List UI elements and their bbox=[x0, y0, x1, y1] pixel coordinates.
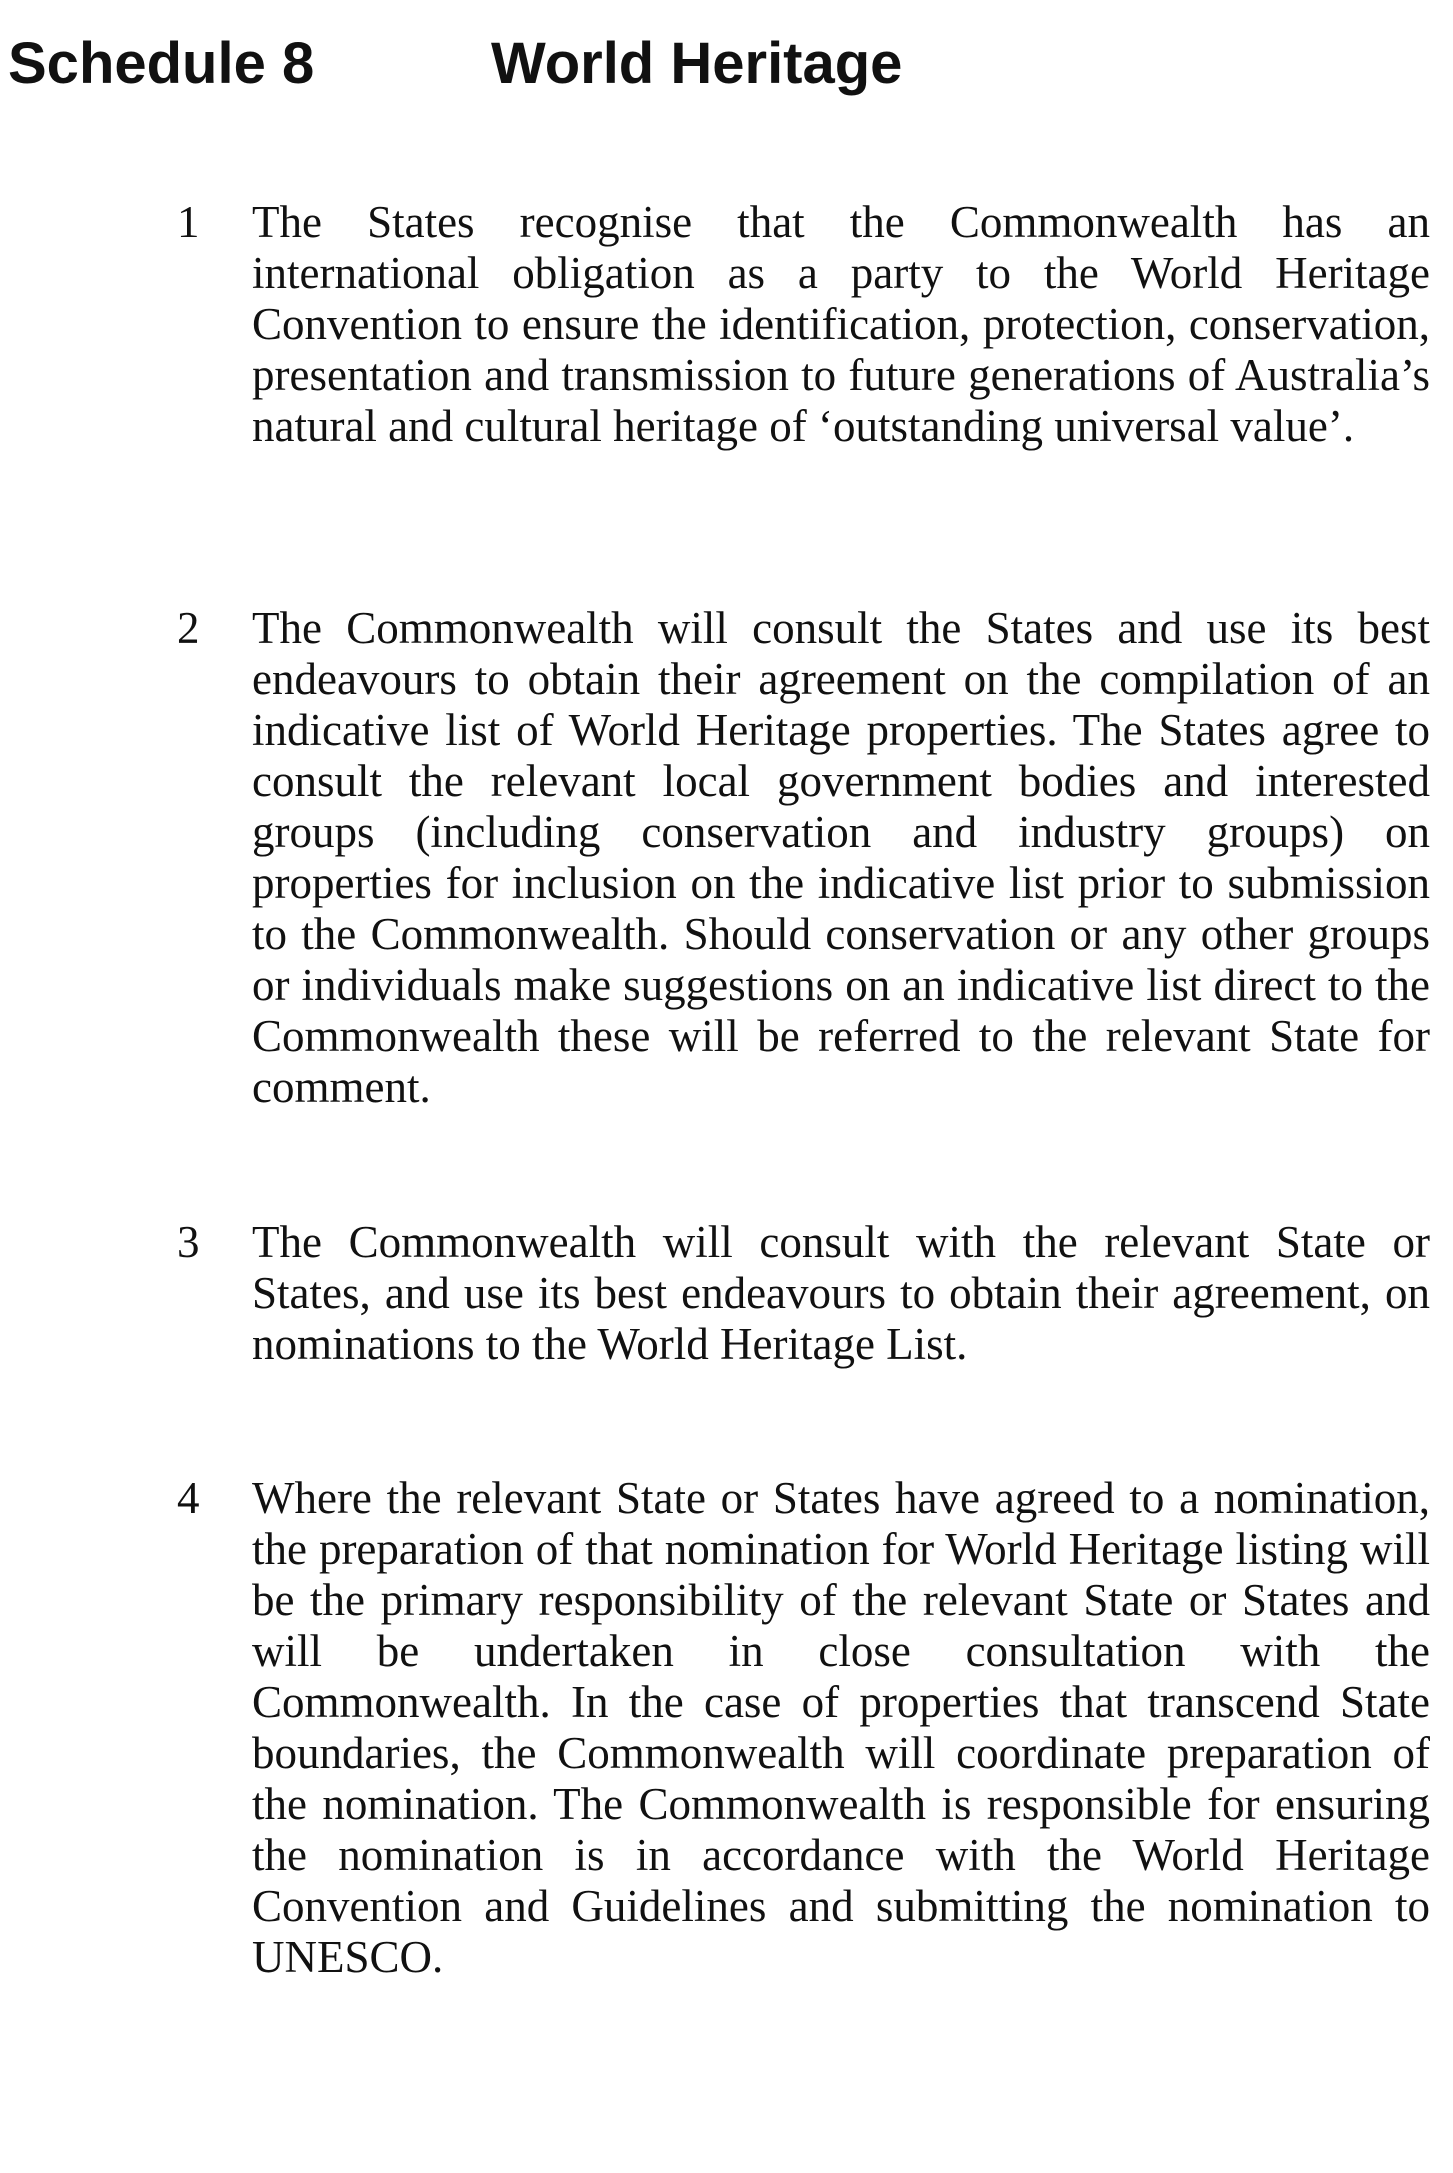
clause-text: The States recognise that the Commonwealth has an international obligation as a party to the World Heritage Convention to ensure the identification, protection, conservation, presentation and transmission to future generations of Australia’s natural and cultural heritage of ‘outstanding universal value’. bbox=[252, 197, 1430, 451]
clause-number: 2 bbox=[177, 603, 200, 653]
clause-number: 4 bbox=[177, 1473, 200, 1523]
clause-text: The Commonwealth will consult the States and use its best endeavours to obtain their agreement on the compilation of an indicative list of World Heritage properties. The States agree to consult the relevant local government bodies and interested groups (including conservation and industry groups) on properties for inclusion on the indicative list prior to submission to the Commonwealth. Should conservation or any other groups or individuals make suggestions on an indicative list direct to the Commonwealth these will be referred to the relevant State for comment. bbox=[252, 603, 1430, 1112]
clause-text: Where the relevant State or States have agreed to a nomination, the preparation of that nomination for World Heritage listing will be the primary responsibility of the relevant State or States and will be undertaken in close consultation with the Commonwealth. In the case of properties that transcend State boundaries, the Commonwealth will coordinate preparation of the nomination. The Commonwealth is responsible for ensuring the nomination is in accordance with the World Heritage Convention and Guidelines and submitting the nomination to UNESCO. bbox=[252, 1473, 1430, 1982]
page-title: World Heritage bbox=[491, 31, 903, 96]
clause-number: 3 bbox=[177, 1217, 200, 1267]
schedule-label: Schedule 8 bbox=[8, 31, 315, 96]
clause-number: 1 bbox=[177, 197, 200, 247]
clause-text: The Commonwealth will consult with the relevant State or States, and use its best endeavours to obtain their agreement, on nominations to the World Heritage List. bbox=[252, 1217, 1430, 1369]
